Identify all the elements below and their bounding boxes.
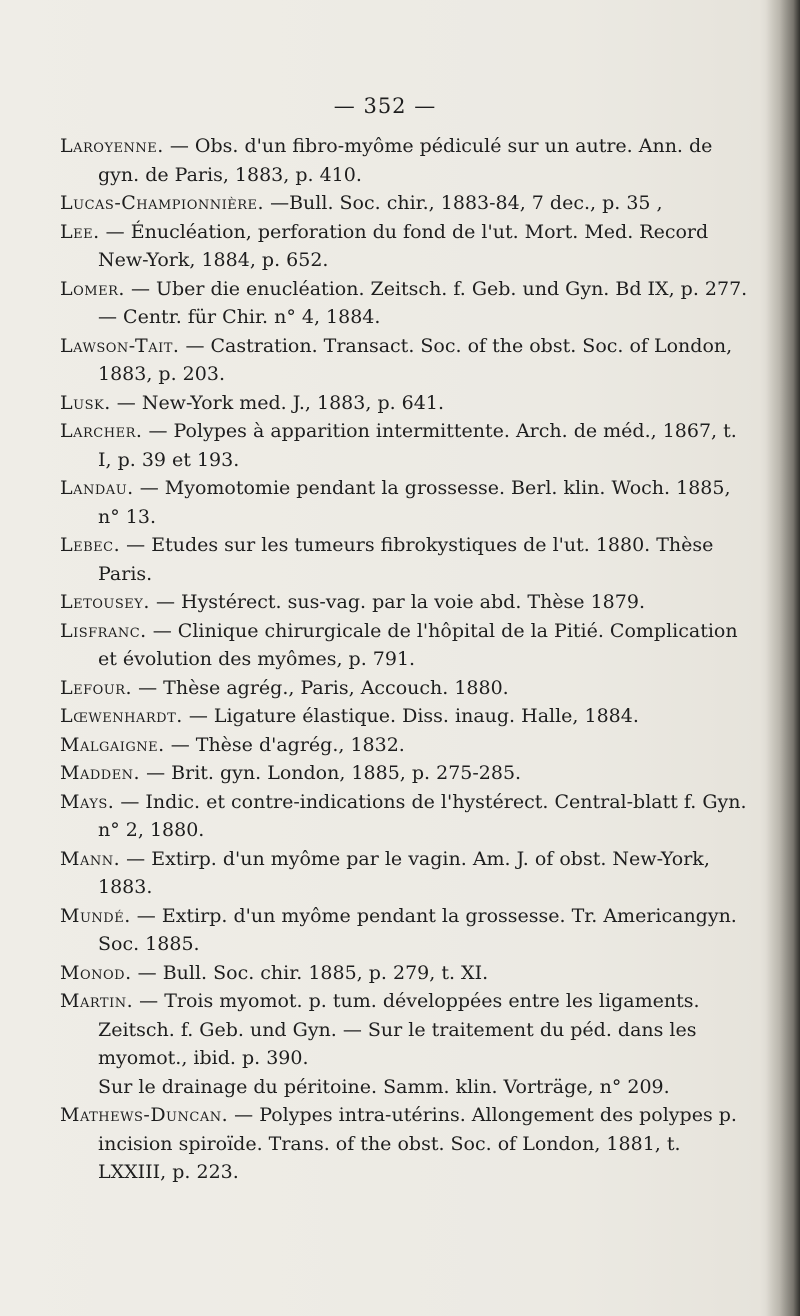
bibliography-entry xyxy=(60,731,750,760)
bibliography-entry xyxy=(60,617,750,674)
entry-author: Lisfranc. xyxy=(60,619,147,642)
entry-author: Lœwenhardt. xyxy=(60,705,183,727)
bibliography-entry xyxy=(60,588,750,617)
entry-text: — Clinique chirurgicale de l'hôpital de la Pitié. Complication et évolution des myômes, p. 791. xyxy=(98,619,738,670)
bibliography-entry xyxy=(60,959,750,988)
entry-author: Mays. xyxy=(60,790,115,813)
entry-author: Larcher. xyxy=(60,420,143,442)
entry-author: Mathews-Duncan. xyxy=(60,1104,229,1126)
bibliography-entry xyxy=(60,987,750,1101)
entry-text: — Indic. et contre-indications de l'hystérect. Central-blatt f. Gyn. n° 2, 1880. xyxy=(98,790,747,841)
page-edge-shadow xyxy=(766,0,800,1316)
entry-text: — Polypes à apparition intermittente. Arch. de méd., 1867, t. I, p. 39 et 193. xyxy=(98,420,737,471)
entry-author: Lucas-Championnière. xyxy=(60,192,265,214)
bibliography-list xyxy=(60,132,750,1187)
entry-author: Lefour. xyxy=(60,676,133,699)
entry-text: —Bull. Soc. chir., 1883-84, 7 dec., p. 35 , xyxy=(264,192,663,214)
entry-author: Lomer. xyxy=(60,277,125,300)
entry-text: — Thèse agrég., Paris, Accouch. 1880. xyxy=(132,676,509,699)
bibliography-entry xyxy=(60,275,750,332)
entry-text: — Polypes intra-utérins. Allongement des polypes p. incision spiroïde. Trans. of the obst. Soc. of London, 1881, t. LXXIII, p. 223. xyxy=(98,1104,737,1183)
bibliography-entry xyxy=(60,702,750,731)
entry-continuation: Sur le drainage du péritoine. Samm. klin. Vorträge, n° 209. xyxy=(98,1075,670,1098)
entry-author: Mann. xyxy=(60,847,121,870)
entry-author: Mundé. xyxy=(60,904,131,927)
bibliography-entry xyxy=(60,389,750,418)
bibliography-entry xyxy=(60,218,750,275)
bibliography-entry xyxy=(60,417,750,474)
bibliography-entry xyxy=(60,132,750,189)
entry-text: — Trois myomot. p. tum. développées entre les ligaments. Zeitsch. f. Geb. und Gyn. — Sur le traitement du péd. dans les myomot., ibid. p. 390. xyxy=(98,990,700,1069)
entry-text: — Obs. d'un fibro-myôme pédiculé sur un autre. Ann. de gyn. de Paris, 1883, p. 410. xyxy=(98,135,713,186)
bibliography-entry xyxy=(60,189,750,218)
entry-author: Laroyenne. xyxy=(60,135,164,157)
entry-text: — Énucléation, perforation du fond de l'ut. Mort. Med. Record New-York, 1884, p. 652. xyxy=(98,220,709,271)
bibliography-entry xyxy=(60,788,750,845)
bibliography-entry xyxy=(60,1101,750,1187)
entry-text: — New-York med. J., 1883, p. 641. xyxy=(110,391,444,414)
entry-author: Lebec. xyxy=(60,534,121,556)
bibliography-entry xyxy=(60,902,750,959)
bibliography-entry xyxy=(60,531,750,588)
bibliography-entry xyxy=(60,474,750,531)
entry-author: Lawson-Tait. xyxy=(60,334,180,357)
page-number: — 352 — xyxy=(333,94,437,118)
entry-text: — Brit. gyn. London, 1885, p. 275-285. xyxy=(140,762,522,784)
entry-author: Malgaigne. xyxy=(60,733,165,756)
entry-text: — Castration. Transact. Soc. of the obst. Soc. of London, 1883, p. 203. xyxy=(98,334,733,385)
entry-author: Monod. xyxy=(60,961,132,984)
entry-author: Letousey. xyxy=(60,591,150,613)
entry-author: Lee. xyxy=(60,220,100,243)
entry-author: Martin. xyxy=(60,990,134,1012)
bibliography-entry xyxy=(60,674,750,703)
bibliography-entry xyxy=(60,759,750,788)
entry-text: — Hystérect. sus-vag. par la voie abd. Thèse 1879. xyxy=(149,591,645,613)
bibliography-entry xyxy=(60,845,750,902)
entry-text: — Thèse d'agrég., 1832. xyxy=(164,733,405,756)
entry-text: — Extirp. d'un myôme par le vagin. Am. J. of obst. New-York, 1883. xyxy=(98,847,710,898)
entry-author: Lusk. xyxy=(60,391,111,414)
entry-text: — Extirp. d'un myôme pendant la grossesse. Tr. Americangyn. Soc. 1885. xyxy=(98,904,737,955)
entry-text: — Uber die enucléation. Zeitsch. f. Geb. und Gyn. Bd IX, p. 277. — Centr. für Chir. n° 4, 1884. xyxy=(98,277,748,328)
entry-text: — Myomotomie pendant la grossesse. Berl. klin. Woch. 1885, n° 13. xyxy=(98,477,731,528)
entry-text: — Bull. Soc. chir. 1885, p. 279, t. XI. xyxy=(131,961,489,984)
entry-author: Landau. xyxy=(60,477,134,499)
entry-text: — Ligature élastique. Diss. inaug. Halle, 1884. xyxy=(182,705,639,727)
entry-text: — Etudes sur les tumeurs fibrokystiques de l'ut. 1880. Thèse Paris. xyxy=(98,534,714,585)
bibliography-entry xyxy=(60,332,750,389)
entry-author: Madden. xyxy=(60,762,141,784)
